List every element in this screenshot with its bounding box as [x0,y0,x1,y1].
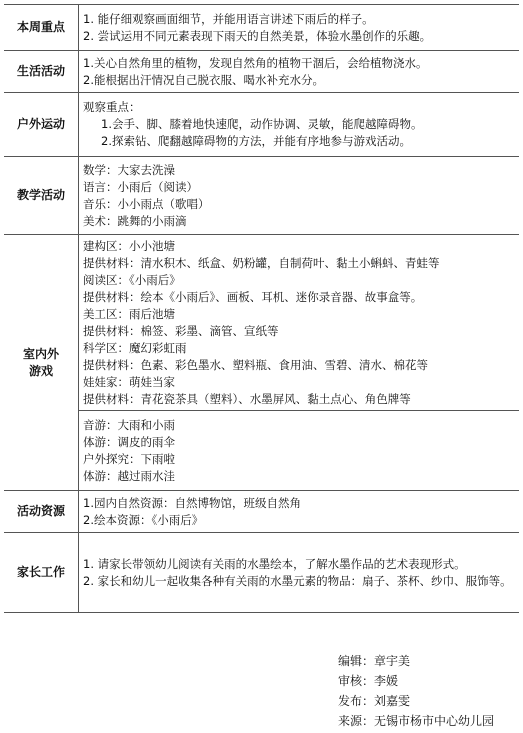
games-line: 提供材料：棉签、彩墨、滴管、宣纸等 [83,323,279,338]
daily-life-line: 1.关心自然角里的植物，发现自然角的植物干涸后，会给植物浇水。 [83,55,428,70]
games-outdoor-line: 体游：调皮的雨伞 [83,434,175,449]
games-line: 阅读区：《小雨后》 [83,272,181,287]
games-line: 提供材料：色素、彩色墨水、塑料瓶、食用油、雪碧、清水、棉花等 [83,357,428,372]
games-line: 提供材料：绘本《小雨后》、画板、耳机、迷你录音器、故事盒等。 [83,289,423,304]
games-outdoor-line: 户外探究：下雨啦 [83,451,175,466]
credit-source: 来源：无锡市杨市中心幼儿园 [338,714,495,728]
row-weekly-focus [4,5,519,51]
parents-line: 2. 家长和幼儿一起收集各种有关雨的水墨元素的物品：扇子、茶杯、纱巾、服饰等。 [83,573,512,588]
outdoor-sports-line: 观察重点： [83,100,141,114]
games-outdoor-line: 音游：大雨和小雨 [83,417,175,432]
games-line: 建构区：小小池塘 [83,238,175,253]
row-outdoor-sports [4,93,519,157]
teaching-line: 数学：大家去洗澡 [83,162,175,177]
parents-line: 1. 请家长带领幼儿阅读有关雨的水墨绘本，了解水墨作品的艺术表现形式。 [83,556,466,571]
games-line: 美工区：雨后池塘 [83,306,175,321]
row-games-outdoor [4,411,519,491]
outdoor-sports-line: 2.探索钻、爬翻越障碍物的方法，并能有序地参与游戏活动。 [101,134,411,148]
row-parents [4,533,519,613]
row-label-weekly-focus: 本周重点 [4,5,79,51]
row-content-outdoor-sports [79,93,520,157]
games-label-line: 游戏 [28,363,53,378]
resources-line: 2.绘本资源：《小雨后》 [83,512,204,527]
weekly-focus-line: 2. 尝试运用不同元素表现下雨天的自然美景，体验水墨创作的乐趣。 [83,28,432,43]
row-content-teaching [79,157,520,235]
row-content-weekly-focus [79,5,520,51]
resources-line: 1.园内自然资源：自然博物馆，班级自然角 [83,495,301,510]
games-outdoor-line: 体游：越过雨水洼 [83,468,175,483]
row-teaching [4,157,519,235]
row-content-resources [79,491,520,533]
row-content-games-outdoor [79,411,520,491]
teaching-line: 语言：小雨后（阅读） [83,179,198,194]
outdoor-sports-line: 1.会手、脚、膝着地快速爬，动作协调、灵敏，能爬越障碍物。 [101,117,423,131]
credit-publisher: 发布：刘嘉雯 [338,694,411,708]
row-label-parents: 家长工作 [4,533,79,613]
teaching-line: 美术：跳舞的小雨滴 [83,213,187,228]
weekly-focus-line: 1. 能仔细观察画面细节，并能用语言讲述下雨后的样子。 [83,11,374,26]
row-games [4,235,519,411]
row-label-games [4,235,79,491]
row-content-games-areas [79,235,520,411]
row-content-daily-life [79,51,520,93]
daily-life-line: 2.能根据出汗情况自己脱衣服、喝水补充水分。 [83,72,324,87]
row-label-teaching: 教学活动 [4,157,79,235]
games-line: 娃娃家：萌娃当家 [83,374,175,389]
credit-reviewer: 审核：李媛 [338,674,399,688]
row-label-outdoor-sports: 户外运动 [4,93,79,157]
row-daily-life [4,51,519,93]
credit-editor: 编辑：章宇美 [338,654,411,668]
row-content-parents [79,533,520,613]
row-label-resources: 活动资源 [4,491,79,533]
weekly-plan-table [4,4,519,613]
credits-block [338,651,494,731]
games-line: 科学区：魔幻彩虹雨 [83,340,187,355]
teaching-line: 音乐：小小雨点（歌唱） [83,196,210,211]
games-label-line: 室内外 [22,346,59,361]
row-resources [4,491,519,533]
row-label-daily-life: 生活活动 [4,51,79,93]
games-line: 提供材料：青花瓷茶具（塑料）、水墨屏风、黏土点心、角色牌等 [83,391,411,406]
games-line: 提供材料：清水积木、纸盒、奶粉罐，自制荷叶、黏土小蝌蚪、青蛙等 [83,255,440,270]
